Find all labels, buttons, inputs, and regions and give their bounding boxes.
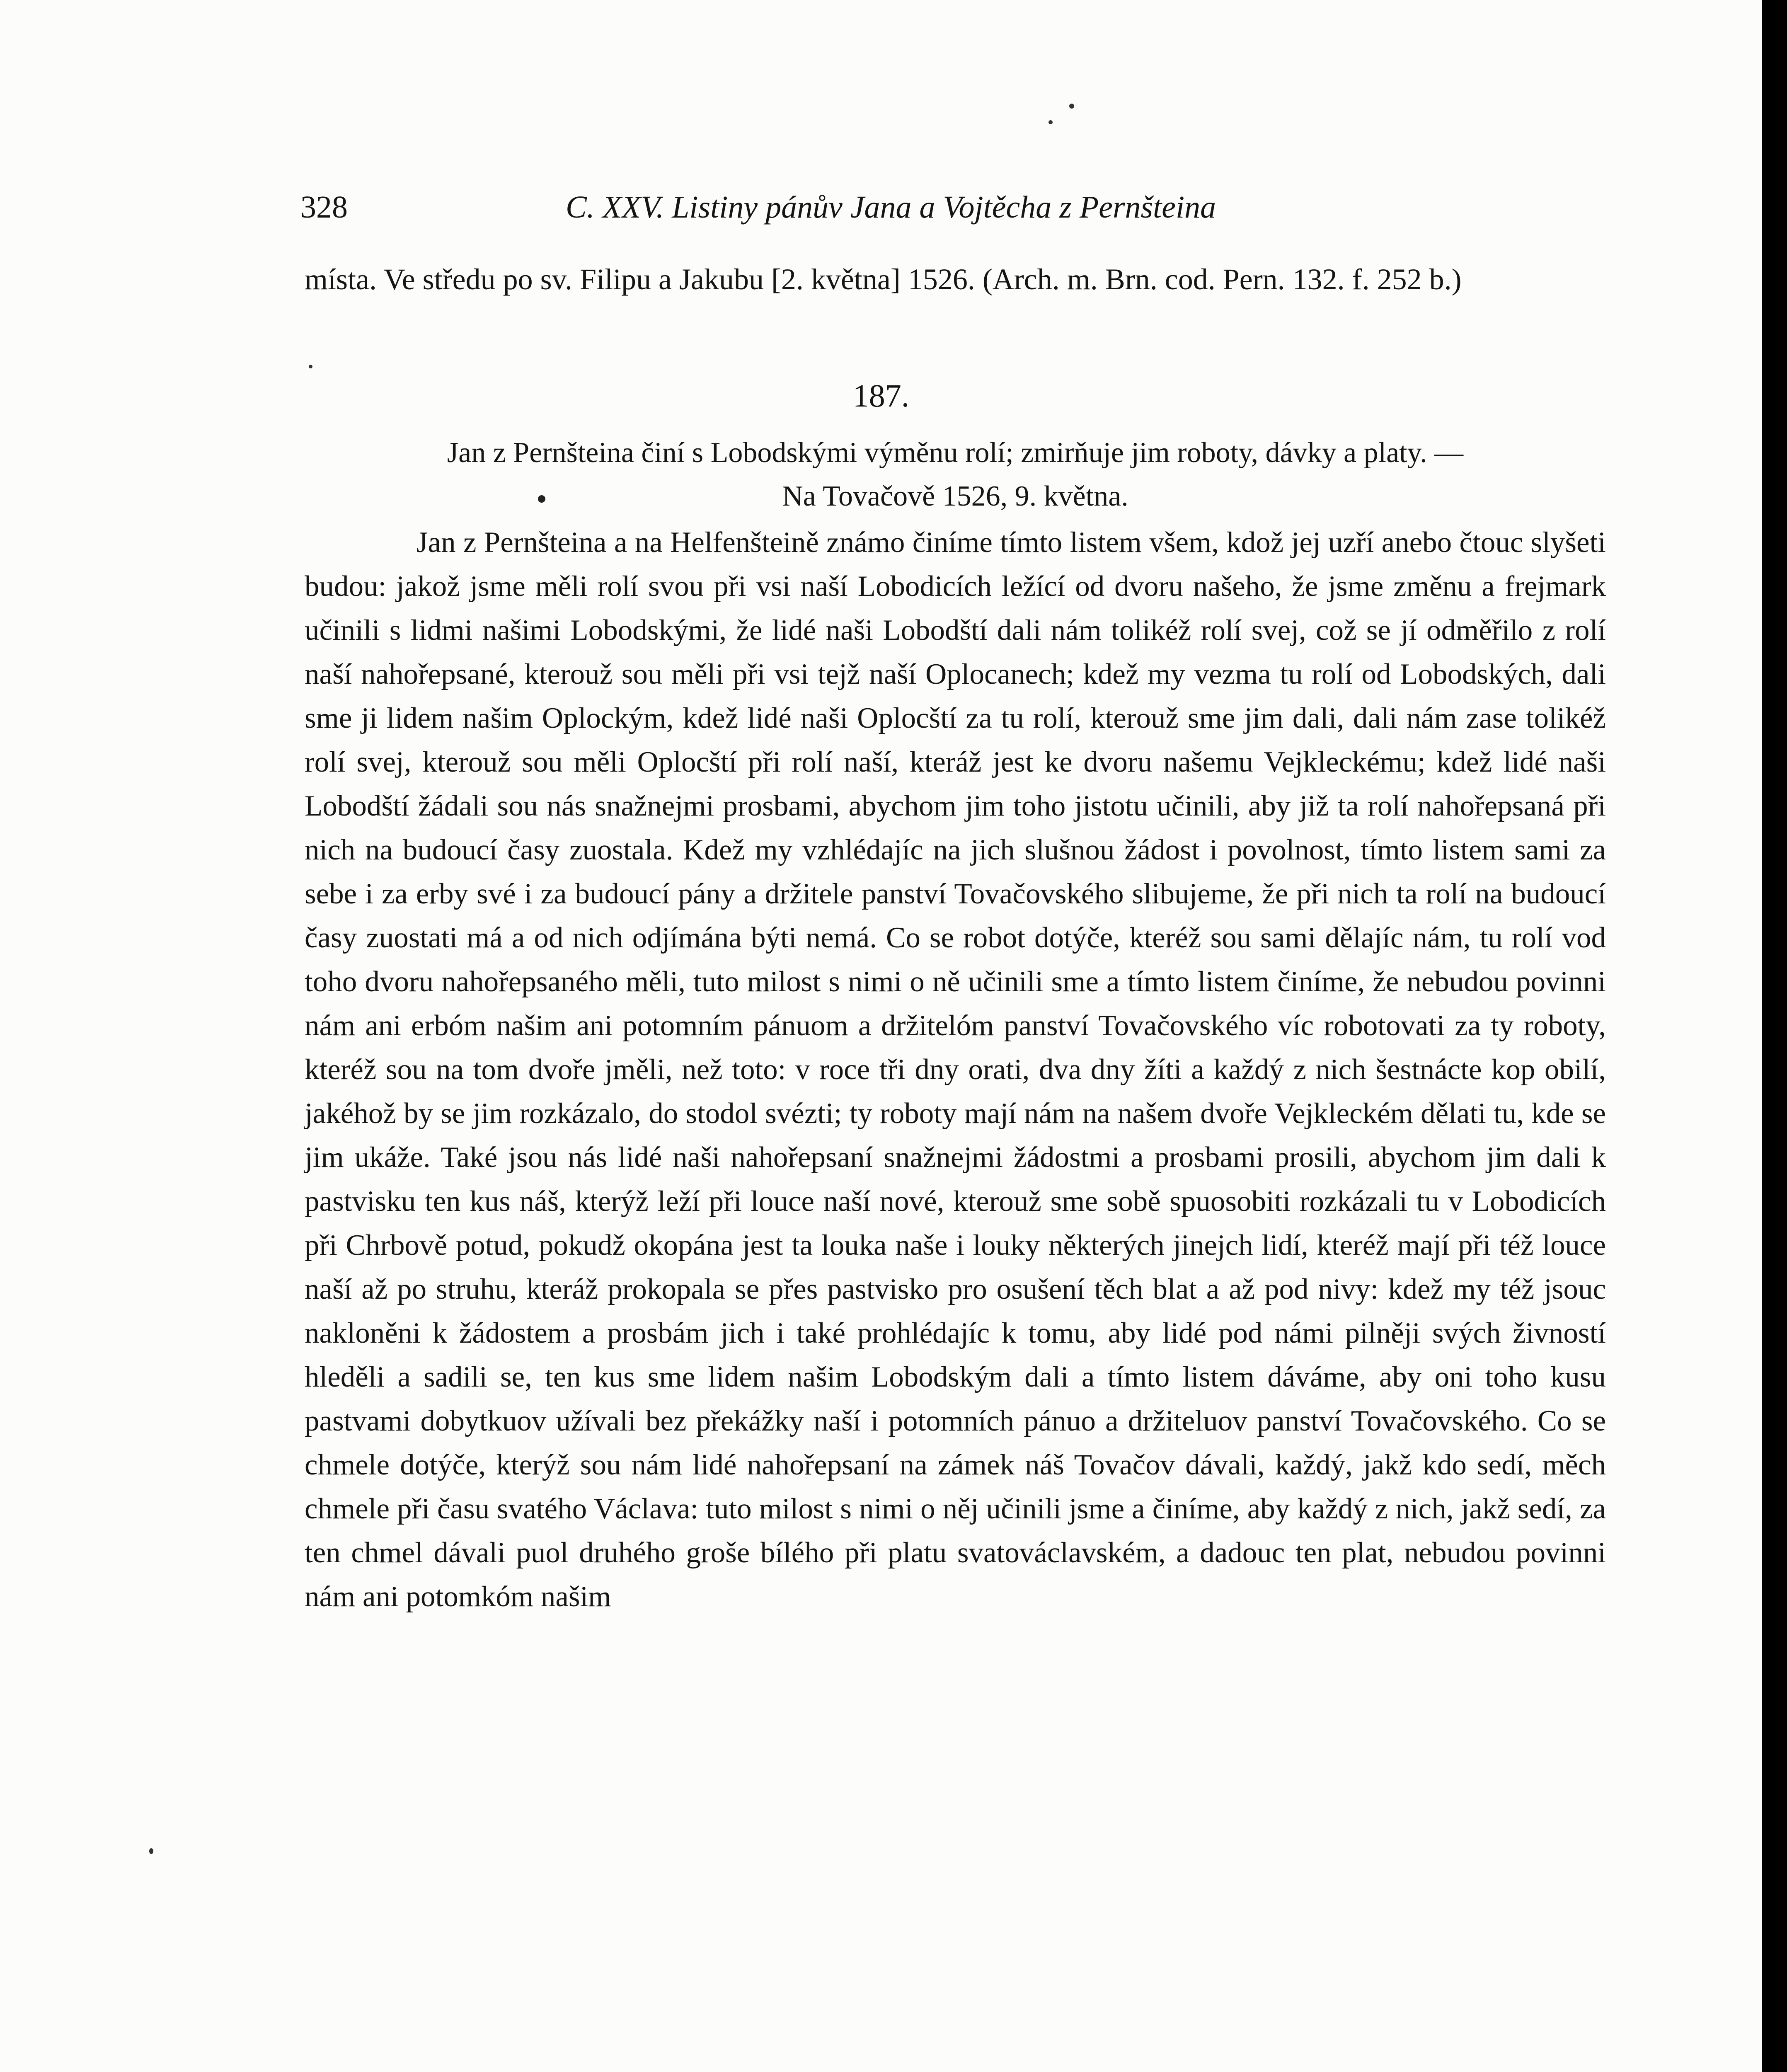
document-number: 187.: [852, 378, 910, 414]
summary-line-2: Na Tovačově 1526, 9. května.: [782, 480, 1128, 512]
document-summary: [305, 431, 1606, 518]
scan-speck: [149, 1848, 153, 1854]
continued-paragraph: místa. Ve středu po sv. Filipu a Jakubu [2. května] 1526. (Arch. m. Brn. cod. Pern. 132. f. 252 b.): [305, 263, 1462, 296]
scan-speck: [1069, 104, 1074, 109]
running-title: C. XXV. Listiny pánův Jana a Vojtěcha z Pernšteina: [566, 190, 1216, 225]
page-header: [300, 182, 1320, 232]
document-body: Jan z Pernšteina a na Helfenšteině známo činíme tímto listem všem, kdož jej uzří anebo čtouc slyšeti budou: jakož jsme měli rolí svou při vsi naší Lobodicích ležící od dvoru našeho, že jsme změnu a frejmark učinili s lidmi našimi Lobodskými, že lidé naši Lobodští dali nám tolikéž rolí svej, což se jí odměřilo z rolí naší nahořepsané, kterouž sou měli při vsi tejž naší Oplocanech; kdež my vezma tu rolí od Lobodských, dali sme ji lidem našim Oplockým, kdež lidé naši Oplocští za tu rolí, kterouž sme jim dali, dali nám zase tolikéž rolí svej, kterouž sou měli Oplocští při rolí naší, kteráž jest ke dvoru našemu Vejkleckému; kdež lidé naši Lobodští žádali sou nás snažnejmi prosbami, abychom jim toho jistotu učinili, aby již ta rolí nahořepsaná při nich na budoucí časy zuostala. Kdež my vzhlédajíc na jich slušnou žádost i povolnost, tímto listem sami za sebe i za erby své i za budoucí pány a držitele panství Tovačovského slibujeme, že při nich ta rolí na budoucí časy zuostati má a od nich odjímána býti nemá. Co se robot dotýče, kteréž sou sami dělajíc nám, tu rolí vod toho dvoru nahořepsaného měli, tuto milost s nimi o ně učinili sme a tímto listem činíme, že nebudou povinni nám ani erbóm našim ani potomním pánuom a držitelóm panství Tovačovského víc robotovati za ty roboty, kteréž sou na tom dvoře jměli, než toto: v roce tři dny orati, dva dny žíti a každý z nich šestnácte kop obilí, jakéhož by se jim rozkázalo, do stodol svézti; ty roboty mají nám na našem dvoře Vejkleckém dělati tu, kde se jim ukáže. Také jsou nás lidé naši nahořepsaní snažnejmi žádostmi a prosbami prosili, abychom jim dali k pastvisku ten kus náš, kterýž leží při louce naší nové, kterouž sme sobě spuosobiti rozkázali tu v Lobodicích při Chrbově potud, pokudž okopána jest ta louka naše i louky některých jinejch lidí, kteréž mají při též louce naší až po struhu, kteráž prokopala se přes pastvisko pro osušení těch blat a až pod nivy: kdež my též jsouc nakloněni k žádostem a prosbám jich i také prohlédajíc k tomu, aby lidé pod námi pilněji svých živností hleděli a sadili se, ten kus sme lidem našim Lobodským dali a tímto listem dáváme, aby oni toho kusu pastvami dobytkuov užívali bez překážky naší i potomních pánuo a držiteluov panství Tovačovského. Co se chmele dotýče, kterýž sou nám lidé nahořepsaní na zámek náš Tovačov dávali, každý, jakž kdo sedí, měch chmele při času svatého Václava: tuto milost s nimi o něj učinili jsme a činíme, aby každý z nich, jakž sedí, za ten chmel dávali puol druhého groše bílého při platu svatováclavském, a dadouc ten plat, nebudou povinni nám ani potomkóm našim: [305, 526, 1606, 1613]
summary-line-1: Jan z Pernšteina činí s Lobodskými výměnu rolí; zmirňuje jim roboty, dávky a platy. —: [447, 437, 1464, 469]
scan-speck: [1048, 120, 1053, 124]
scan-speck: [309, 365, 312, 368]
page-number: 328: [300, 190, 348, 225]
ink-dot: [538, 495, 545, 503]
scan-edge-border: [1762, 0, 1787, 2072]
